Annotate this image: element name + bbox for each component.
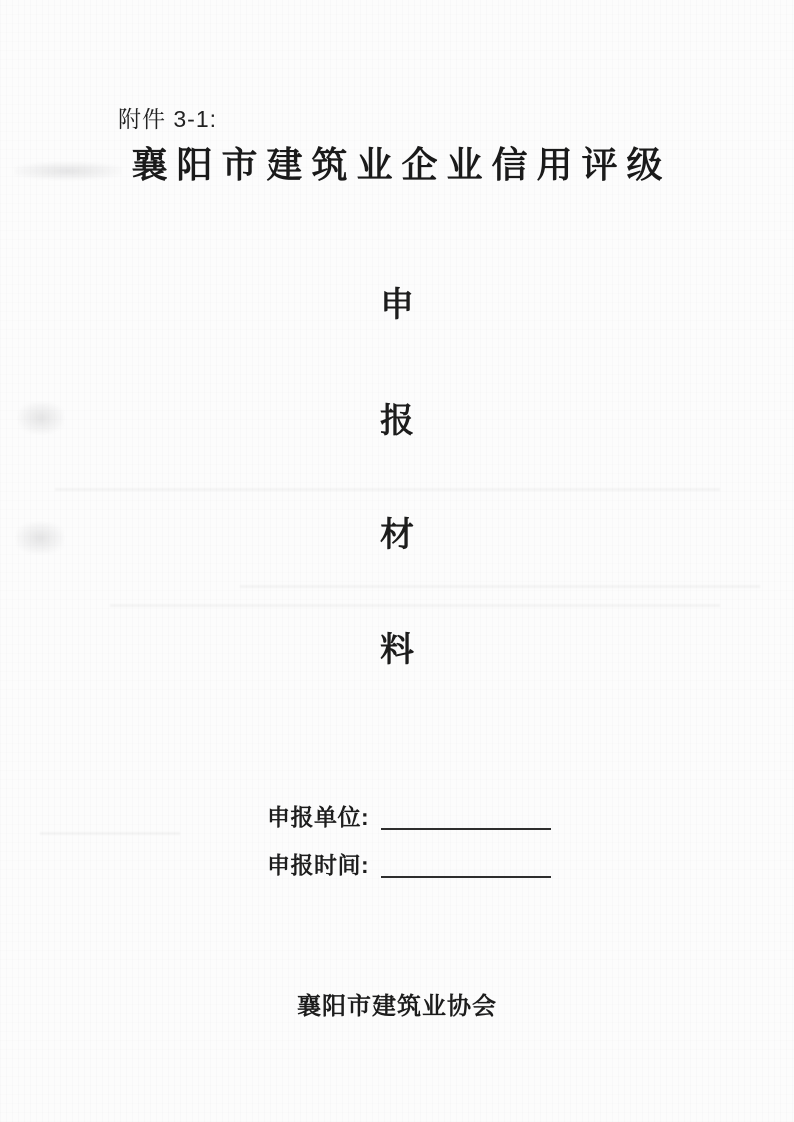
vertical-title-char-4: 料 — [380, 632, 414, 669]
application-date-blank-line — [381, 876, 551, 878]
footer-organization: 襄阳市建筑业协会 — [297, 994, 497, 1020]
vertical-title-char-3: 材 — [380, 517, 414, 554]
attachment-label: 附件 3-1: — [118, 106, 218, 132]
scan-noise-streak — [40, 832, 180, 835]
scan-noise-streak — [110, 604, 720, 607]
document-title: 襄阳市建筑业企业信用评级 — [131, 145, 672, 185]
form-row-applicant-unit — [267, 802, 551, 832]
application-date-label: 申报时间: — [267, 852, 370, 878]
applicant-unit-blank-line — [381, 828, 551, 830]
vertical-title-char-2: 报 — [380, 403, 414, 440]
vertical-title-char-1: 申 — [380, 287, 414, 324]
scan-noise-streak — [240, 585, 760, 588]
scan-noise-streak — [55, 488, 720, 491]
applicant-unit-label: 申报单位: — [267, 804, 370, 830]
form-row-application-date — [267, 850, 551, 880]
